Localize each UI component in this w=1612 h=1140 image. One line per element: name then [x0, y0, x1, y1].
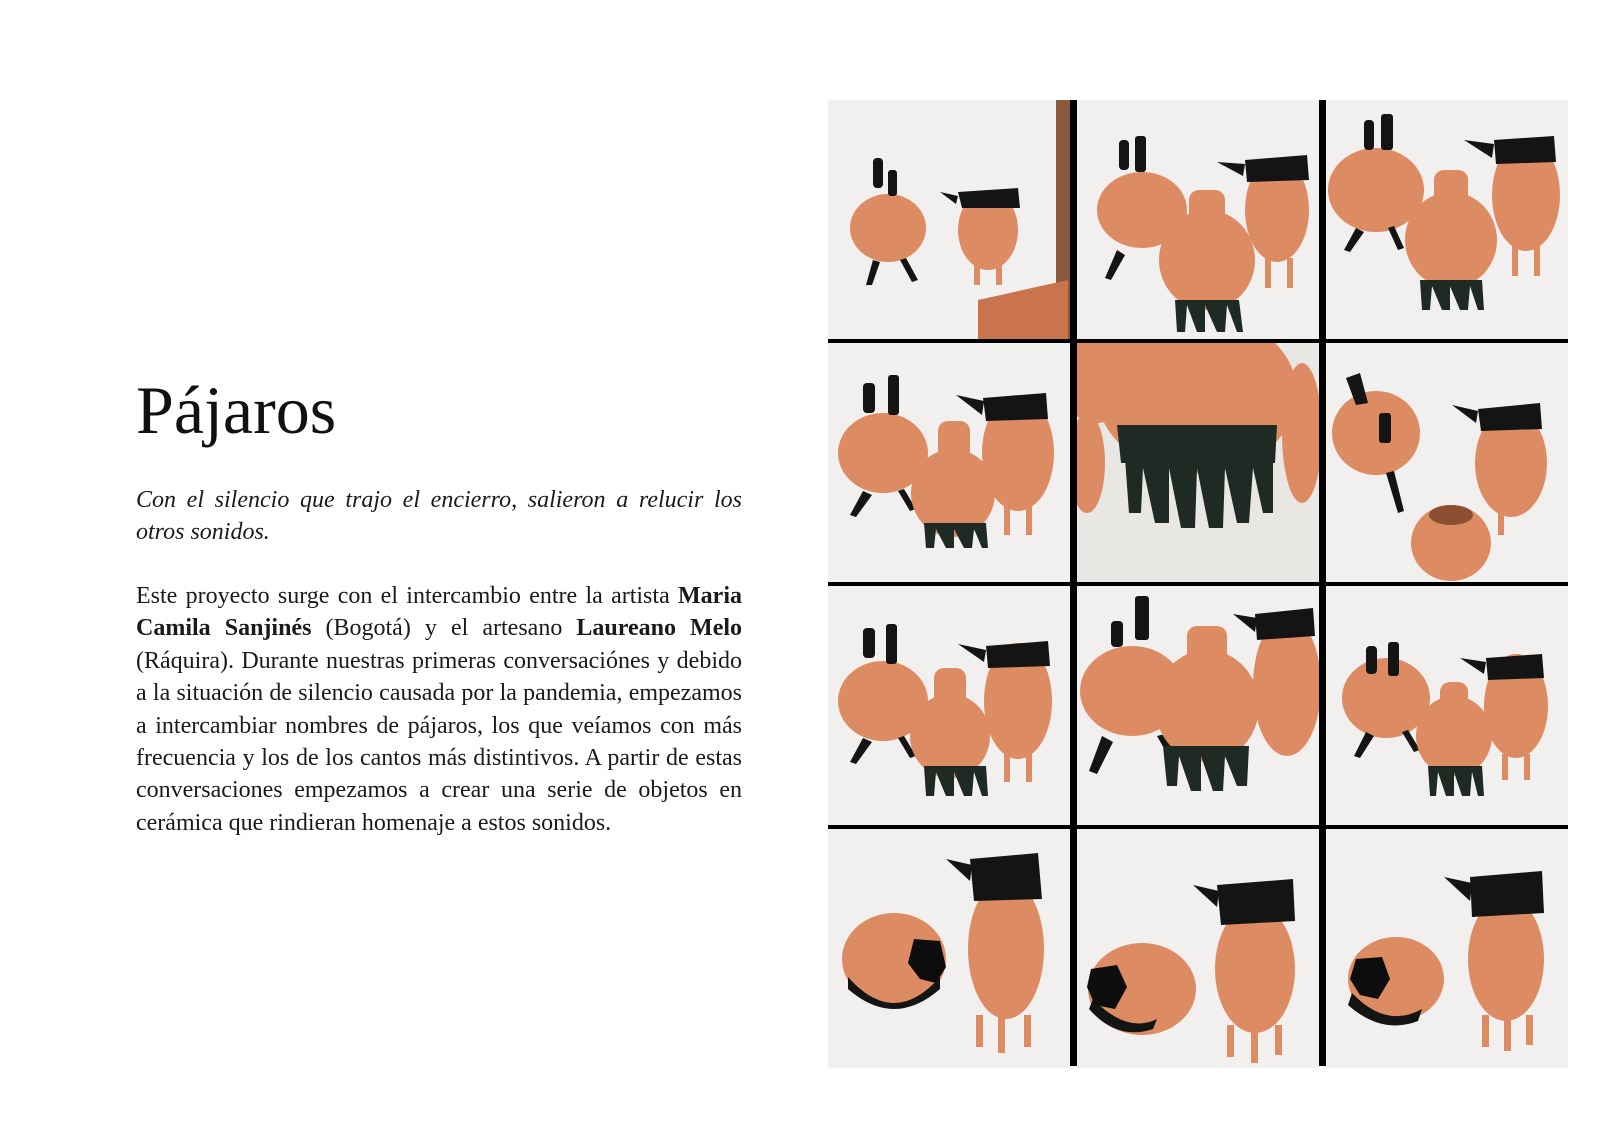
photo-tile [1326, 343, 1568, 582]
photo-grid [828, 100, 1568, 1066]
photo-tile [1077, 586, 1319, 825]
photo-tile [828, 343, 1070, 582]
body-text-1: Este proyecto surge con el intercambio entre la artista [136, 583, 679, 609]
photo-tile [1326, 100, 1568, 339]
page-title: Pájaros [136, 371, 337, 448]
body-text-3: (Ráquira). Durante nuestras primeras conversaciónes y debido a la situación de silencio causada por la pandemia, empezamos a intercambiar nombres de pájaros, los que veíamos con más frecuencia y los de los cantos más distintivos. A partir de estas conversaciones empezamos a crear una serie de objetos en cerámica que rindieran homenaje a estos sonidos. [136, 647, 742, 836]
photo-tile [1077, 343, 1319, 582]
photo-tile [1326, 829, 1568, 1068]
body-paragraph [136, 580, 742, 839]
photo-tile [1077, 829, 1319, 1068]
photo-tile [1326, 586, 1568, 825]
photo-tile [1077, 100, 1319, 339]
body-text-2: (Bogotá) y el artesano [311, 615, 577, 642]
lead-paragraph: Con el silencio que trajo el encierro, salieron a relucir los otros sonidos. [136, 487, 742, 545]
artist-name: Maria Camila Sanjinés [136, 583, 742, 642]
artisan-name: Laureano Melo [576, 615, 743, 642]
photo-tile [828, 586, 1070, 825]
photo-tile [828, 100, 1070, 339]
photo-tile [828, 829, 1070, 1068]
